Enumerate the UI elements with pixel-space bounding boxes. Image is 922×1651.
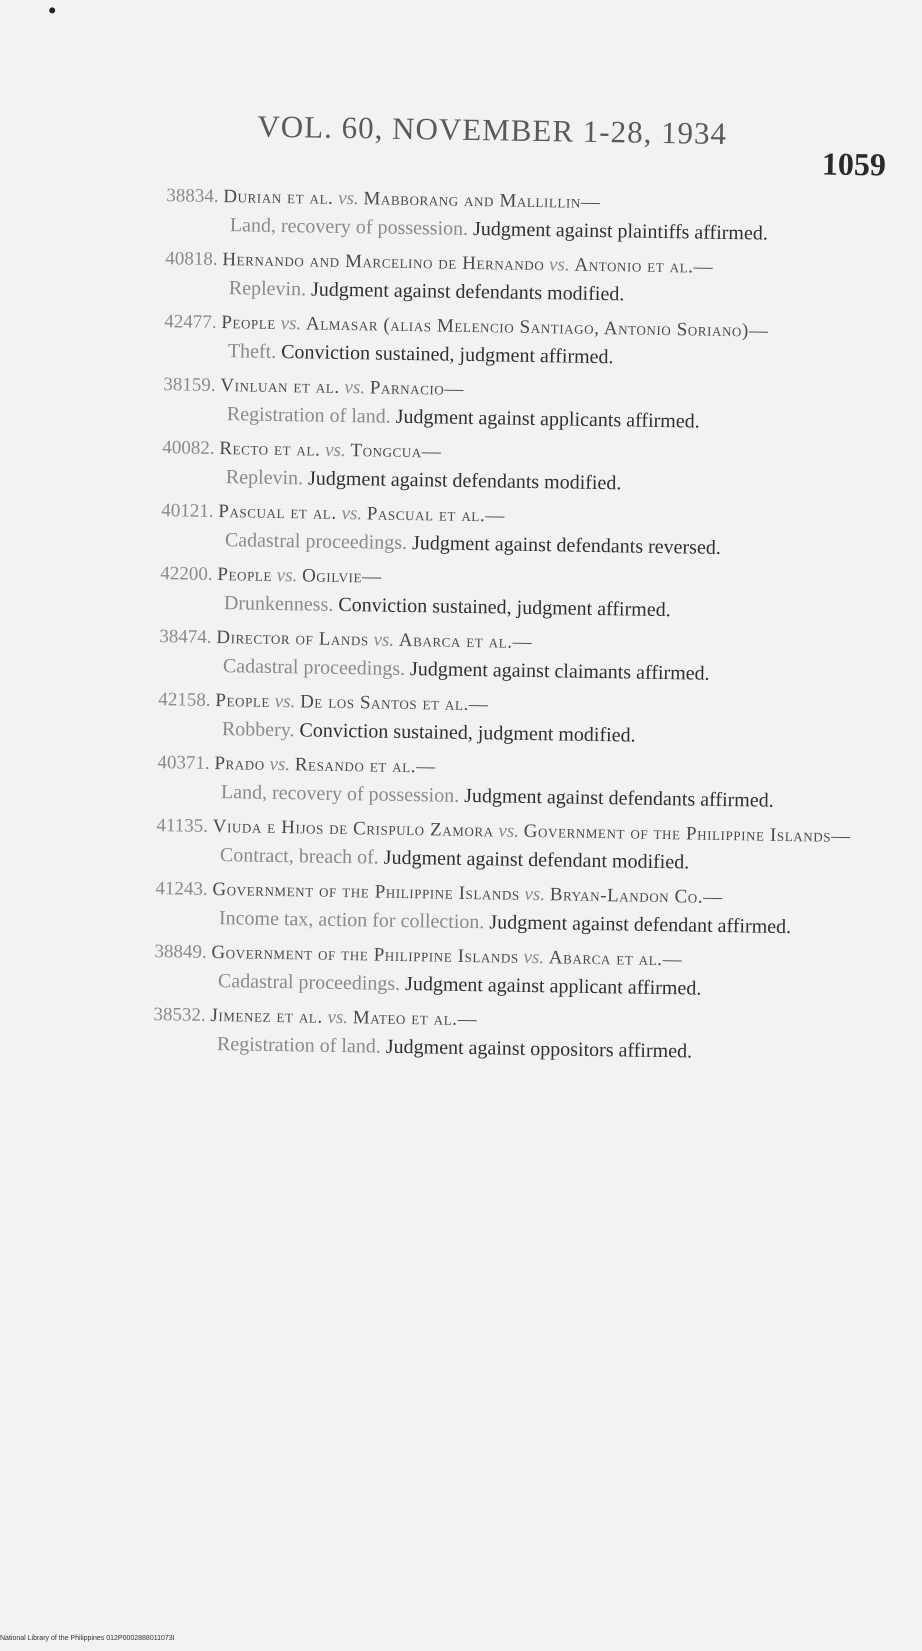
case-number: 38159. (163, 374, 216, 396)
case-number: 40818. (165, 248, 218, 270)
ink-dot (49, 7, 55, 13)
second-party: Government of the Philippine Islands— (523, 820, 851, 848)
versus-label: vs. (324, 439, 346, 462)
case-number: 38849. (154, 941, 207, 963)
versus-label: vs. (269, 753, 291, 776)
versus-label: vs. (373, 629, 395, 651)
second-party: Abarca et al.— (548, 947, 683, 971)
second-party: Parnacio— (369, 377, 465, 400)
case-entry (156, 811, 865, 879)
case-entry (160, 559, 869, 627)
case-number: 42200. (160, 563, 213, 585)
second-party: Resando et al.— (294, 754, 436, 778)
case-ruling: Judgment against defendant modified. (383, 846, 690, 874)
second-party: Mabborang and Mallillin— (363, 188, 601, 213)
case-subject: Drunkenness. (223, 592, 334, 616)
case-number: 38834. (166, 185, 219, 207)
scan-footer: National Library of the Philippines 012P0002888011073I (0, 1635, 175, 1642)
case-ruling: Judgment against applicants affirmed. (395, 405, 700, 433)
second-party: Abarca et al.— (398, 629, 533, 653)
case-number: 38532. (153, 1004, 206, 1026)
versus-label: vs. (548, 254, 570, 276)
versus-label: vs. (498, 820, 520, 842)
case-subject: Land, recovery of possession. (220, 781, 460, 807)
case-subject: Replevin. (225, 466, 304, 490)
case-subject: Contract, breach of. (219, 844, 379, 869)
case-entry (155, 874, 864, 942)
second-party: De los Santos et al.— (299, 691, 489, 716)
second-party: Pascual et al.— (366, 503, 506, 527)
versus-label: vs. (280, 312, 302, 335)
case-subject: Cadastral proceedings. (222, 655, 406, 680)
case-subject: Cadastral proceedings. (224, 529, 408, 555)
case-ruling: Judgment against claimants affirmed. (409, 658, 710, 685)
versus-label: vs. (523, 946, 545, 969)
case-ruling: Judgment against defendants reversed. (411, 532, 721, 559)
case-entry (157, 748, 866, 816)
case-entry (163, 370, 872, 438)
first-party: Hernando and Marcelino de Hernando (222, 249, 545, 276)
versus-label: vs. (338, 187, 359, 210)
case-number: 38474. (159, 626, 212, 648)
case-list (153, 181, 875, 1074)
case-entry (153, 1000, 862, 1068)
second-party: Antonio et al.— (574, 254, 714, 278)
case-number: 41135. (156, 815, 209, 837)
case-number: 41243. (155, 878, 208, 900)
case-number: 42477. (164, 311, 217, 333)
first-party: People (217, 564, 273, 586)
first-party: People (221, 312, 277, 334)
versus-label: vs. (327, 1006, 349, 1029)
case-entry (162, 433, 871, 501)
second-party: Mateo et al.— (352, 1007, 478, 1031)
second-party: Ogilvie— (301, 565, 382, 588)
case-number: 40082. (162, 437, 215, 459)
case-entry (165, 244, 874, 312)
running-head: VOL. 60, NOVEMBER 1-28, 1934 (257, 108, 728, 151)
first-party: Government of the Philippine Islands (211, 941, 519, 968)
first-party: Viuda e Hijos de Crispulo Zamora (212, 815, 494, 842)
case-number: 40371. (157, 752, 210, 774)
page-number: 1059 (821, 145, 887, 183)
versus-label: vs. (274, 690, 296, 713)
case-subject: Cadastral proceedings. (217, 970, 401, 995)
case-entry (159, 622, 868, 690)
case-ruling: Judgment against plaintiffs affirmed. (472, 218, 769, 245)
case-subject: Registration of land. (226, 403, 391, 428)
versus-label: vs. (524, 883, 546, 906)
case-subject: Registration of land. (216, 1033, 382, 1058)
case-entry (166, 181, 875, 249)
case-ruling: Judgment against defendant affirmed. (489, 911, 792, 939)
versus-label: vs. (341, 502, 363, 525)
first-party: Pascual et al. (218, 501, 337, 524)
case-ruling: Conviction sustained, judgment modified. (299, 719, 636, 747)
case-ruling: Judgment against applicant affirmed. (404, 973, 702, 1000)
first-party: Recto et al. (219, 438, 321, 461)
case-subject: Theft. (227, 340, 277, 363)
case-entry (161, 496, 870, 564)
first-party: Prado (214, 753, 265, 775)
second-party: Almasar (alias Melencio Santiago, Antonio Soriano)— (305, 313, 769, 342)
case-number: 40121. (161, 500, 214, 522)
case-ruling: Conviction sustained, judgment affirmed. (338, 593, 671, 622)
case-entry (164, 307, 873, 375)
first-party: Jimenez et al. (210, 1004, 323, 1028)
first-party: People (215, 690, 271, 712)
case-ruling: Conviction sustained, judgment affirmed. (281, 341, 614, 369)
case-ruling: Judgment against defendants modified. (310, 278, 625, 306)
case-subject: Land, recovery of possession. (229, 214, 469, 240)
case-subject: Replevin. (228, 277, 307, 301)
case-entry (154, 937, 863, 1005)
second-party: Tongcua— (350, 440, 442, 463)
case-entry (158, 685, 867, 753)
first-party: Durian et al. (223, 186, 334, 209)
first-party: Government of the Philippine Islands (212, 878, 520, 905)
second-party: Bryan-Landon Co.— (549, 884, 723, 909)
first-party: Director of Lands (216, 627, 369, 651)
versus-label: vs. (344, 377, 366, 399)
case-ruling: Judgment against defendants affirmed. (464, 784, 774, 812)
case-subject: Robbery. (221, 718, 295, 742)
case-ruling: Judgment against defendants modified. (307, 467, 622, 495)
versus-label: vs. (276, 564, 298, 587)
case-number: 42158. (158, 689, 211, 711)
first-party: Vinluan et al. (220, 375, 340, 398)
case-ruling: Judgment against oppositors affirmed. (385, 1035, 693, 1063)
case-subject: Income tax, action for collection. (218, 907, 485, 934)
